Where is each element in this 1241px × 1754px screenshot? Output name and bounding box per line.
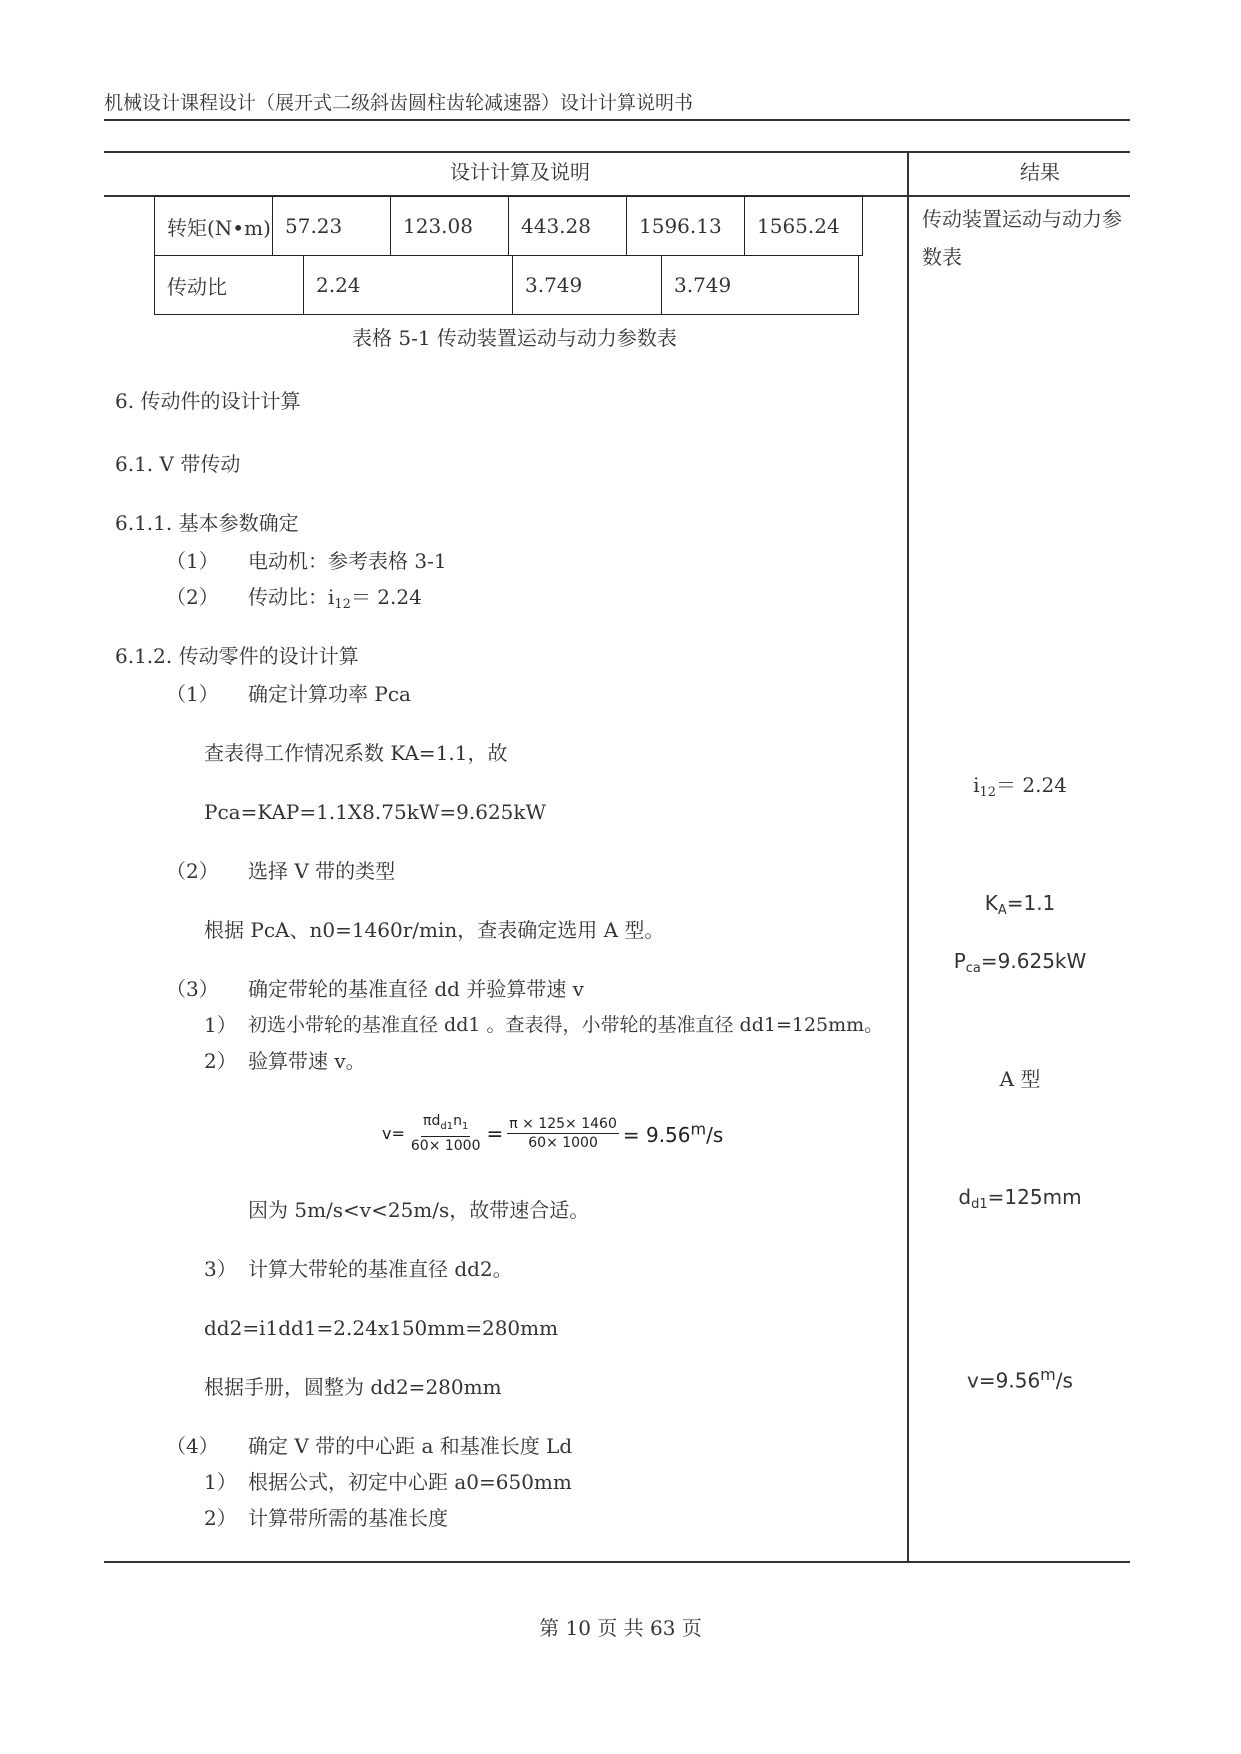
formula-equals: = — [486, 1121, 504, 1146]
subscript: d1 — [971, 1197, 988, 1212]
text-run: P — [953, 949, 966, 973]
subscript: 12 — [334, 597, 351, 612]
header-rule — [104, 119, 1130, 121]
parameter-table-ratio — [154, 256, 859, 315]
superscript: m — [690, 1119, 707, 1139]
text-run: K — [984, 891, 998, 915]
result-belt-speed — [908, 1362, 1132, 1394]
paragraph: Pca=KAP=1.1X8.75kW=9.625kW — [204, 800, 547, 824]
list-item: 计算大带轮的基准直径 dd2。 — [248, 1257, 513, 1281]
paragraph: 查表得工作情况系数 KA=1.1，故 — [204, 741, 508, 765]
table-cell: 1565.24 — [745, 197, 863, 256]
text-run: /s — [706, 1123, 724, 1148]
column-header-result: 结果 — [1020, 160, 1060, 184]
list-number: 3） — [204, 1257, 237, 1281]
list-item — [248, 584, 422, 618]
list-item: 确定 V 带的中心距 a 和基准长度 Ld — [248, 1434, 573, 1458]
list-item: 确定计算功率 Pca — [248, 682, 411, 706]
result-pca — [908, 948, 1132, 982]
list-item: 验算带速 v。 — [248, 1049, 366, 1073]
text-run: =125mm — [987, 1185, 1082, 1209]
parameter-table — [154, 196, 863, 256]
list-number: （1） — [166, 682, 219, 706]
table-cell: 转矩(N•m) — [155, 197, 273, 256]
list-number: 2） — [204, 1506, 237, 1530]
frame-divider — [907, 151, 909, 1561]
list-number: 1） — [204, 1470, 237, 1494]
list-item: 初选小带轮的基准直径 dd1 。查表得，小带轮的基准直径 dd1=125mm。 — [248, 1014, 884, 1036]
text-run: v=9.56 — [967, 1368, 1041, 1393]
list-number: （2） — [166, 585, 219, 609]
section-heading: 6. 传动件的设计计算 — [115, 389, 301, 413]
table-cell: 2.24 — [304, 256, 513, 315]
list-number: 2） — [204, 1049, 237, 1073]
list-number: （4） — [166, 1434, 219, 1458]
table-cell: 3.749 — [662, 256, 859, 315]
list-item: 确定带轮的基准直径 dd 并验算带速 v — [248, 977, 584, 1001]
list-item: 电动机：参考表格 3-1 — [248, 549, 447, 573]
list-item: 根据公式，初定中心距 a0=650mm — [248, 1470, 572, 1494]
fraction-2 — [507, 1115, 619, 1152]
table-cell: 443.28 — [509, 197, 627, 256]
superscript: m — [1040, 1365, 1056, 1384]
formula-rhs — [622, 1119, 724, 1148]
table-row-ratio — [155, 256, 859, 315]
table-cell: 123.08 — [391, 197, 509, 256]
fraction-denominator: 60× 1000 — [528, 1135, 598, 1151]
belt-speed-formula — [382, 1112, 723, 1155]
table-row-torque — [155, 197, 863, 256]
table-cell: 57.23 — [273, 197, 391, 256]
text-run: ＝ 2.24 — [350, 585, 422, 609]
text-run: n — [453, 1113, 462, 1129]
list-item: 计算带所需的基准长度 — [248, 1506, 448, 1530]
text-run: 传动比：i — [248, 585, 335, 609]
table-cell: 1596.13 — [627, 197, 745, 256]
fraction-1 — [409, 1112, 483, 1155]
text-run: = 9.56 — [622, 1123, 691, 1148]
text-run: i — [973, 773, 980, 797]
fraction-numerator: π × 125× 1460 — [509, 1116, 617, 1132]
result-dd1 — [908, 1184, 1132, 1218]
list-number: （2） — [166, 859, 219, 883]
text-run: =9.625kW — [980, 949, 1087, 973]
text-run: d — [958, 1185, 972, 1209]
result-belt-type: A 型 — [999, 1067, 1041, 1091]
result-ka — [908, 890, 1132, 924]
paragraph: 因为 5m/s<v<25m/s，故带速合适。 — [248, 1198, 590, 1222]
table-cell: 传动比 — [155, 256, 304, 315]
paragraph: dd2=i1dd1=2.24x150mm=280mm — [204, 1316, 559, 1340]
result-ratio — [908, 772, 1132, 806]
section-heading: 6.1. V 带传动 — [115, 452, 241, 476]
frame-top-rule — [104, 151, 1130, 153]
list-number: （1） — [166, 549, 219, 573]
result-table-ref: 传动装置运动与动力参数表 — [922, 207, 1122, 269]
column-header-main: 设计计算及说明 — [450, 160, 590, 184]
subscript: 12 — [979, 785, 997, 800]
list-number: （3） — [166, 977, 219, 1001]
page-number: 第 10 页 共 63 页 — [539, 1616, 702, 1640]
frame-bottom-rule — [104, 1561, 1130, 1563]
list-number: 1） — [204, 1013, 237, 1037]
text-run: /s — [1055, 1368, 1073, 1393]
subscript: 1 — [461, 1121, 469, 1132]
formula-lhs: v= — [382, 1124, 405, 1143]
section-heading: 6.1.1. 基本参数确定 — [115, 511, 299, 535]
running-header: 机械设计课程设计（展开式二级斜齿圆柱齿轮减速器）设计计算说明书 — [104, 92, 694, 114]
table-cell: 3.749 — [513, 256, 662, 315]
text-run: πd — [423, 1113, 441, 1129]
list-item: 选择 V 带的类型 — [248, 859, 396, 883]
paragraph: 根据手册，圆整为 dd2=280mm — [204, 1375, 502, 1399]
subscript: ca — [965, 961, 981, 976]
fraction-denominator: 60× 1000 — [410, 1138, 481, 1154]
subscript: A — [997, 903, 1007, 918]
section-heading: 6.1.2. 传动零件的设计计算 — [115, 644, 359, 668]
subscript: d1 — [440, 1121, 454, 1132]
fraction-numerator — [421, 1112, 470, 1137]
table-caption: 表格 5-1 传动装置运动与动力参数表 — [352, 326, 677, 350]
paragraph: 根据 PcA、n0=1460r/min，查表确定选用 A 型。 — [204, 918, 665, 942]
text-run: ＝ 2.24 — [996, 773, 1067, 797]
text-run: =1.1 — [1006, 891, 1056, 915]
